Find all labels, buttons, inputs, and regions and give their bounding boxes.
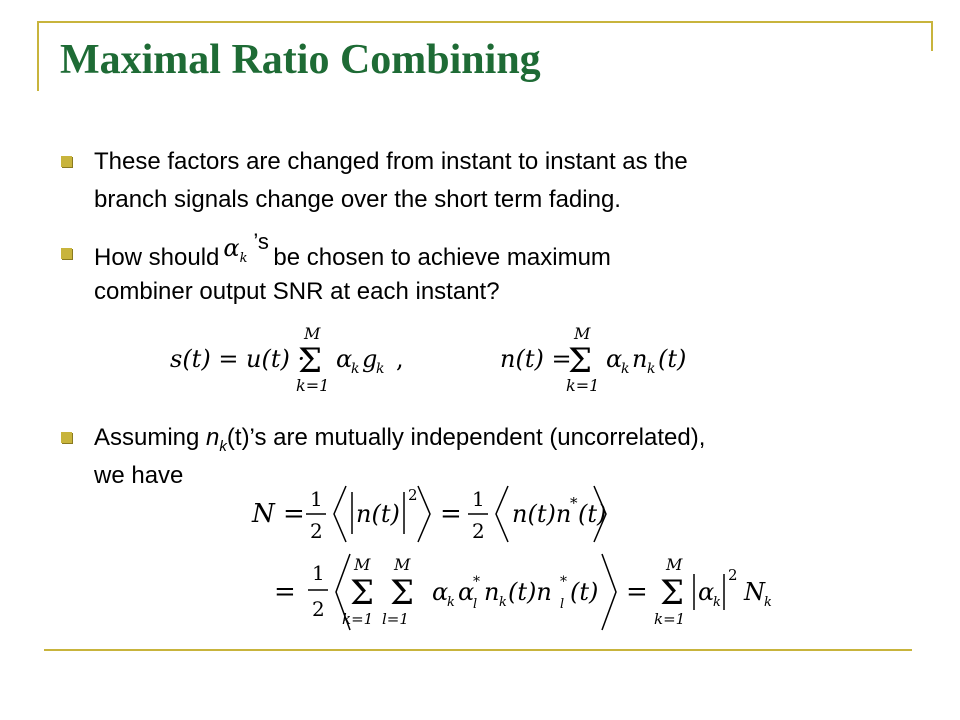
svg-text:,: , [396,345,404,373]
bullet-1-line-2: branch signals change over the short term fading. [94,186,621,213]
bullet-2-text-after: be chosen to achieve maximum [273,244,611,271]
svg-text:α: α [606,345,623,373]
svg-text:2: 2 [728,566,738,584]
svg-text:Σ: Σ [350,573,375,613]
noise-power-equation-2 [270,550,790,634]
svg-text:1: 1 [312,561,325,585]
alpha-k-suffix: ’s [253,229,269,254]
svg-text:Σ: Σ [568,341,593,381]
svg-text:s(t) = u(t) ·: s(t) = u(t) · [170,345,306,373]
svg-text:k: k [376,361,385,377]
svg-text:α: α [432,578,449,606]
svg-text:l: l [473,597,478,612]
svg-text:2: 2 [310,519,323,543]
bullet-3-sub-k: k [219,437,227,455]
svg-text:n(t): n(t) [356,500,400,528]
bullet-3-text-before: Assuming [94,424,207,451]
svg-text:n: n [484,578,500,606]
svg-text:l=1: l=1 [382,610,409,628]
bullet-2-line-2: combiner output SNR at each instant? [94,278,500,305]
svg-text:l: l [560,597,565,612]
svg-text:N =: N = [252,499,305,529]
svg-text:N: N [744,578,765,606]
svg-text:1: 1 [310,487,323,511]
bullet-2-line-1 [94,229,611,277]
svg-text:k: k [447,595,455,610]
svg-text:1: 1 [472,487,485,511]
svg-text:2: 2 [472,519,485,543]
svg-text:*: * [570,494,578,512]
bullet-3-text-after: (t)’s are mutually independent (uncorrelated), [226,424,706,451]
svg-text:k: k [713,595,721,610]
bullet-marker-1 [61,156,72,167]
frame-bottom-line [44,649,912,651]
noise-power-equation-1 [248,478,608,548]
signal-noise-equations [168,325,788,395]
svg-text:Σ: Σ [660,573,685,613]
svg-text:2: 2 [408,486,418,504]
svg-text:(t): (t) [658,345,687,373]
alpha-k-symbol: $\alpha_k$ ’s [219,235,273,265]
svg-text:g: g [362,345,378,373]
svg-text:n: n [632,345,648,373]
svg-text:k: k [647,361,656,377]
bullet-1-line-1: These factors are changed from instant to instant as the [94,148,688,175]
frame-top-line [37,21,933,23]
svg-text:M: M [304,325,321,343]
svg-text:k=1: k=1 [654,610,686,628]
svg-text:M: M [394,555,411,574]
bullet-marker-2 [61,248,72,259]
bullet-3-line-2: we have [94,462,184,489]
svg-text:k: k [499,595,507,610]
frame-left-line [37,21,39,91]
svg-text:n(t)n: n(t)n [512,500,572,528]
svg-text:k=1: k=1 [566,376,600,395]
svg-text:=: = [626,577,648,607]
bullet-2-text-before: How should [94,244,220,271]
bullet-3-var-n: n [206,424,220,451]
svg-text:2: 2 [312,597,325,621]
svg-text:(t)n: (t)n [508,578,552,606]
frame-right-line [931,21,933,51]
svg-text:n(t) =: n(t) = [500,345,572,373]
svg-text:=: = [274,577,296,607]
svg-text:k=1: k=1 [296,376,330,395]
svg-text:(t): (t) [570,578,599,606]
svg-text:M: M [666,555,683,574]
svg-text:k: k [764,595,772,610]
svg-text:(t): (t) [578,500,607,528]
svg-text:α: α [698,578,715,606]
svg-text:k: k [621,361,630,377]
slide-title: Maximal Ratio Combining [60,37,541,83]
svg-text:Σ: Σ [390,573,415,613]
svg-text:α: α [336,345,353,373]
svg-text:k: k [351,361,360,377]
svg-text:M: M [354,555,371,574]
svg-text:*: * [473,574,480,590]
svg-text:Σ: Σ [298,341,323,381]
svg-text:*: * [560,574,567,590]
svg-text:α: α [458,578,475,606]
svg-text:=: = [440,499,462,529]
bullet-marker-3 [61,432,72,443]
svg-text:M: M [574,325,591,343]
svg-text:k=1: k=1 [342,610,374,628]
bullet-3-line-1 [94,419,705,466]
